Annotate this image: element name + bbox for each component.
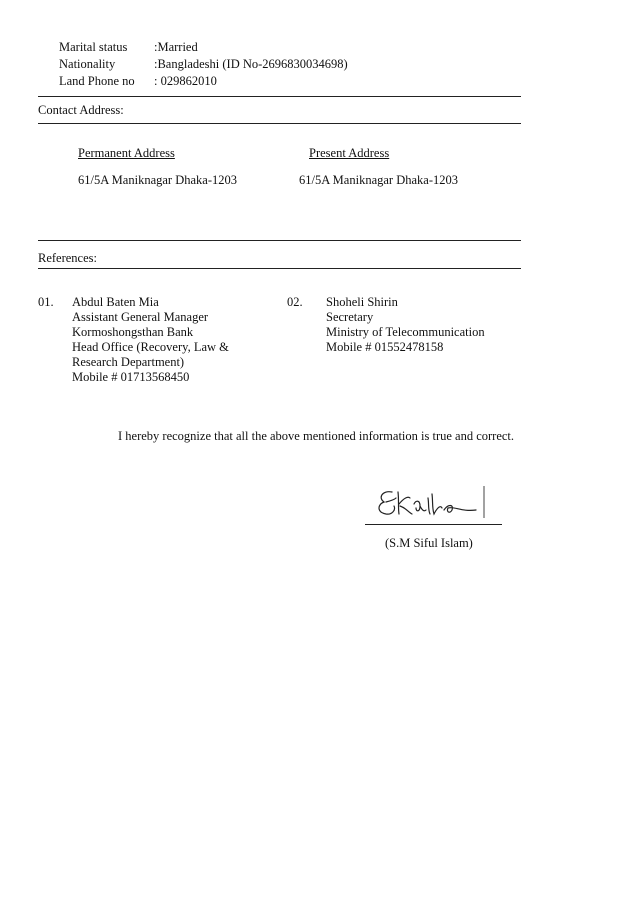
reference-line: Abdul Baten Mia <box>72 295 159 309</box>
reference-line: Mobile # 01552478158 <box>326 340 444 354</box>
land-phone-value: : 029862010 <box>154 74 217 88</box>
present-address-label: Present Address <box>309 146 390 160</box>
reference-line: Research Department) <box>72 355 185 369</box>
reference-line: Shoheli Shirin <box>326 295 398 309</box>
reference-line: Ministry of Telecommunication <box>326 325 485 339</box>
reference-number: 01. <box>38 295 54 309</box>
divider <box>38 240 521 241</box>
present-address-value: 61/5A Maniknagar Dhaka-1203 <box>299 173 458 187</box>
marital-status-label: Marital status <box>59 40 128 54</box>
nationality-value: :Bangladeshi (ID No-2696830034698) <box>154 57 348 71</box>
permanent-address-label: Permanent Address <box>78 146 175 160</box>
reference-line: Mobile # 01713568450 <box>72 370 190 384</box>
reference-number: 02. <box>287 295 303 309</box>
signatory-name: (S.M Siful Islam) <box>385 536 473 550</box>
nationality-label: Nationality <box>59 57 116 71</box>
divider <box>38 96 521 97</box>
references-heading: References: <box>38 251 97 265</box>
signature-line <box>365 524 502 525</box>
declaration-text: I hereby recognize that all the above mentioned information is true and correct. <box>118 429 515 443</box>
reference-line: Head Office (Recovery, Law & <box>72 340 229 354</box>
reference-line: Secretary <box>326 310 374 324</box>
handwritten-signature <box>372 484 492 522</box>
marital-status-value: :Married <box>154 40 198 54</box>
permanent-address-value: 61/5A Maniknagar Dhaka-1203 <box>78 173 237 187</box>
contact-heading: Contact Address: <box>38 103 124 117</box>
reference-line: Kormoshongsthan Bank <box>72 325 194 339</box>
land-phone-label: Land Phone no <box>59 74 135 88</box>
divider <box>38 268 521 269</box>
reference-line: Assistant General Manager <box>72 310 209 324</box>
divider <box>38 123 521 124</box>
